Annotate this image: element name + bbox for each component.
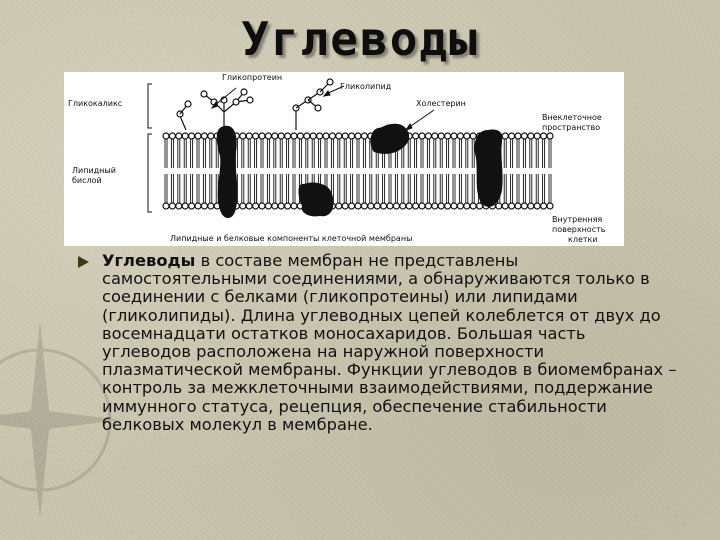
- bilayer-bracket: [148, 134, 152, 212]
- label-cholesterol: Холестерин: [416, 99, 466, 108]
- body-text-block: [78, 252, 678, 434]
- label-inner-surface-3: клетки: [568, 235, 598, 244]
- body-paragraph: [102, 252, 678, 434]
- label-inner-surface-1: Внутренняя: [552, 215, 603, 224]
- protein-4: [475, 130, 503, 207]
- label-extracellular-1: Внеклеточное: [542, 113, 602, 122]
- body-bold-term: Углеводы: [102, 251, 196, 270]
- protein-1: [217, 126, 238, 218]
- body-text: в составе мембран не представлены самостоятельными соединениями, а обнаруживаются только в соединении с белками (гликопротеины) или липидами (гликолипиды). Длина углеводных цепей колеблется от двух до восемнадцати остатков моносахаридов. Большая часть углеводов расположена на наружной поверхности плазматической мембраны. Функции углеводов в биомембранах – контроль за межклеточными взаимодействиями, поддержание иммунного статуса, рецепция, обеспечение стабильности белковых молекул в мембране.: [102, 251, 677, 434]
- figure-caption: Липидные и белковые компоненты клеточной мембраны: [170, 234, 413, 243]
- label-lipid-bilayer-2: бислой: [72, 176, 102, 185]
- label-extracellular-2: пространство: [542, 123, 601, 132]
- glycolipid-chain: [293, 79, 333, 130]
- glycoprotein-chain: [177, 89, 253, 130]
- label-glycoprotein: Гликопротеин: [222, 73, 283, 82]
- bullet-arrow-icon: [78, 256, 89, 268]
- slide-title: Углеводы: [241, 12, 479, 66]
- label-lipid-bilayer-1: Липидный: [72, 166, 116, 175]
- membrane-drawing: [64, 72, 624, 246]
- label-inner-surface-2: поверхность: [552, 225, 606, 234]
- protein-2: [299, 182, 334, 216]
- label-glycolipid: Гликолипид: [340, 82, 392, 91]
- membrane-diagram: [64, 72, 624, 246]
- glycocalyx-bracket: [148, 84, 152, 128]
- label-glycocalyx: Гликокаликс: [68, 99, 123, 108]
